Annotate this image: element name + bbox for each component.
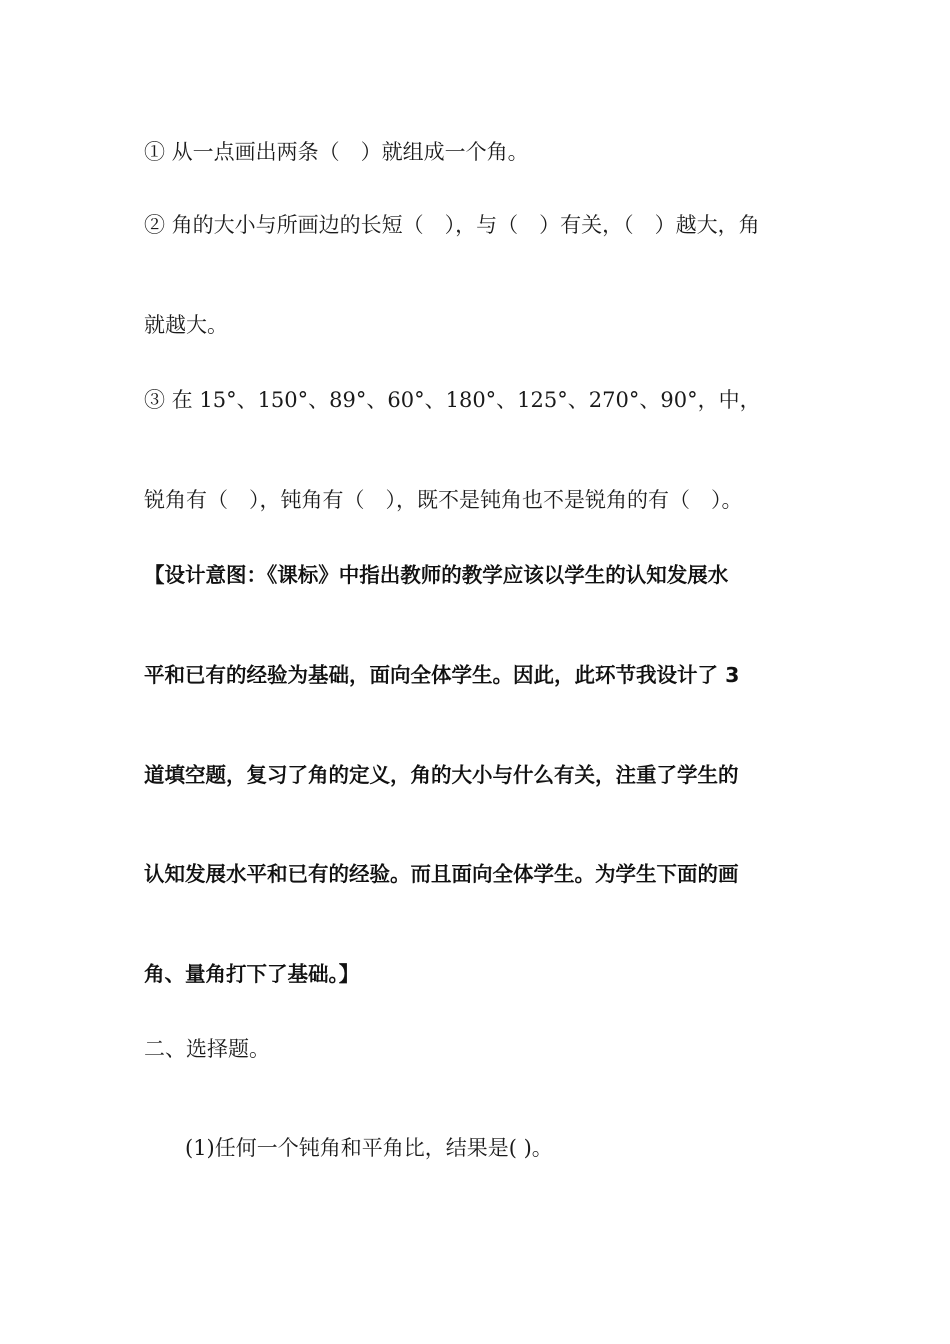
design-intent-line-4: 认知发展水平和已有的经验。而且面向全体学生。为学生下面的画 [144, 862, 739, 886]
design-intent-line-5: 角、量角打下了基础。】 [144, 962, 360, 986]
question-2-line-1: ② 角的大小与所画边的长短（ ），与（ ）有关，（ ）越大，角 [144, 213, 760, 237]
design-intent-line-1: 【设计意图：《课标》中指出教师的教学应该以学生的认知发展水 [144, 563, 729, 587]
question-2-line-2: 就越大。 [144, 313, 228, 337]
design-intent-line-2: 平和已有的经验为基础，面向全体学生。因此，此环节我设计了 3 [144, 663, 740, 687]
choice-question-1: (1)任何一个钝角和平角比，结果是( )。 [185, 1136, 553, 1160]
question-3-line-2: 锐角有（ ），钝角有（ ），既不是钝角也不是锐角的有（ ）。 [144, 488, 743, 512]
section-2-heading: 二、选择题。 [144, 1037, 270, 1061]
design-intent-line-3: 道填空题，复习了角的定义，角的大小与什么有关，注重了学生的 [144, 763, 739, 787]
question-3-line-1: ③ 在 15°、150°、89°、60°、180°、125°、270°、90°，中， [144, 388, 761, 412]
question-1: ① 从一点画出两条（ ）就组成一个角。 [144, 140, 529, 164]
